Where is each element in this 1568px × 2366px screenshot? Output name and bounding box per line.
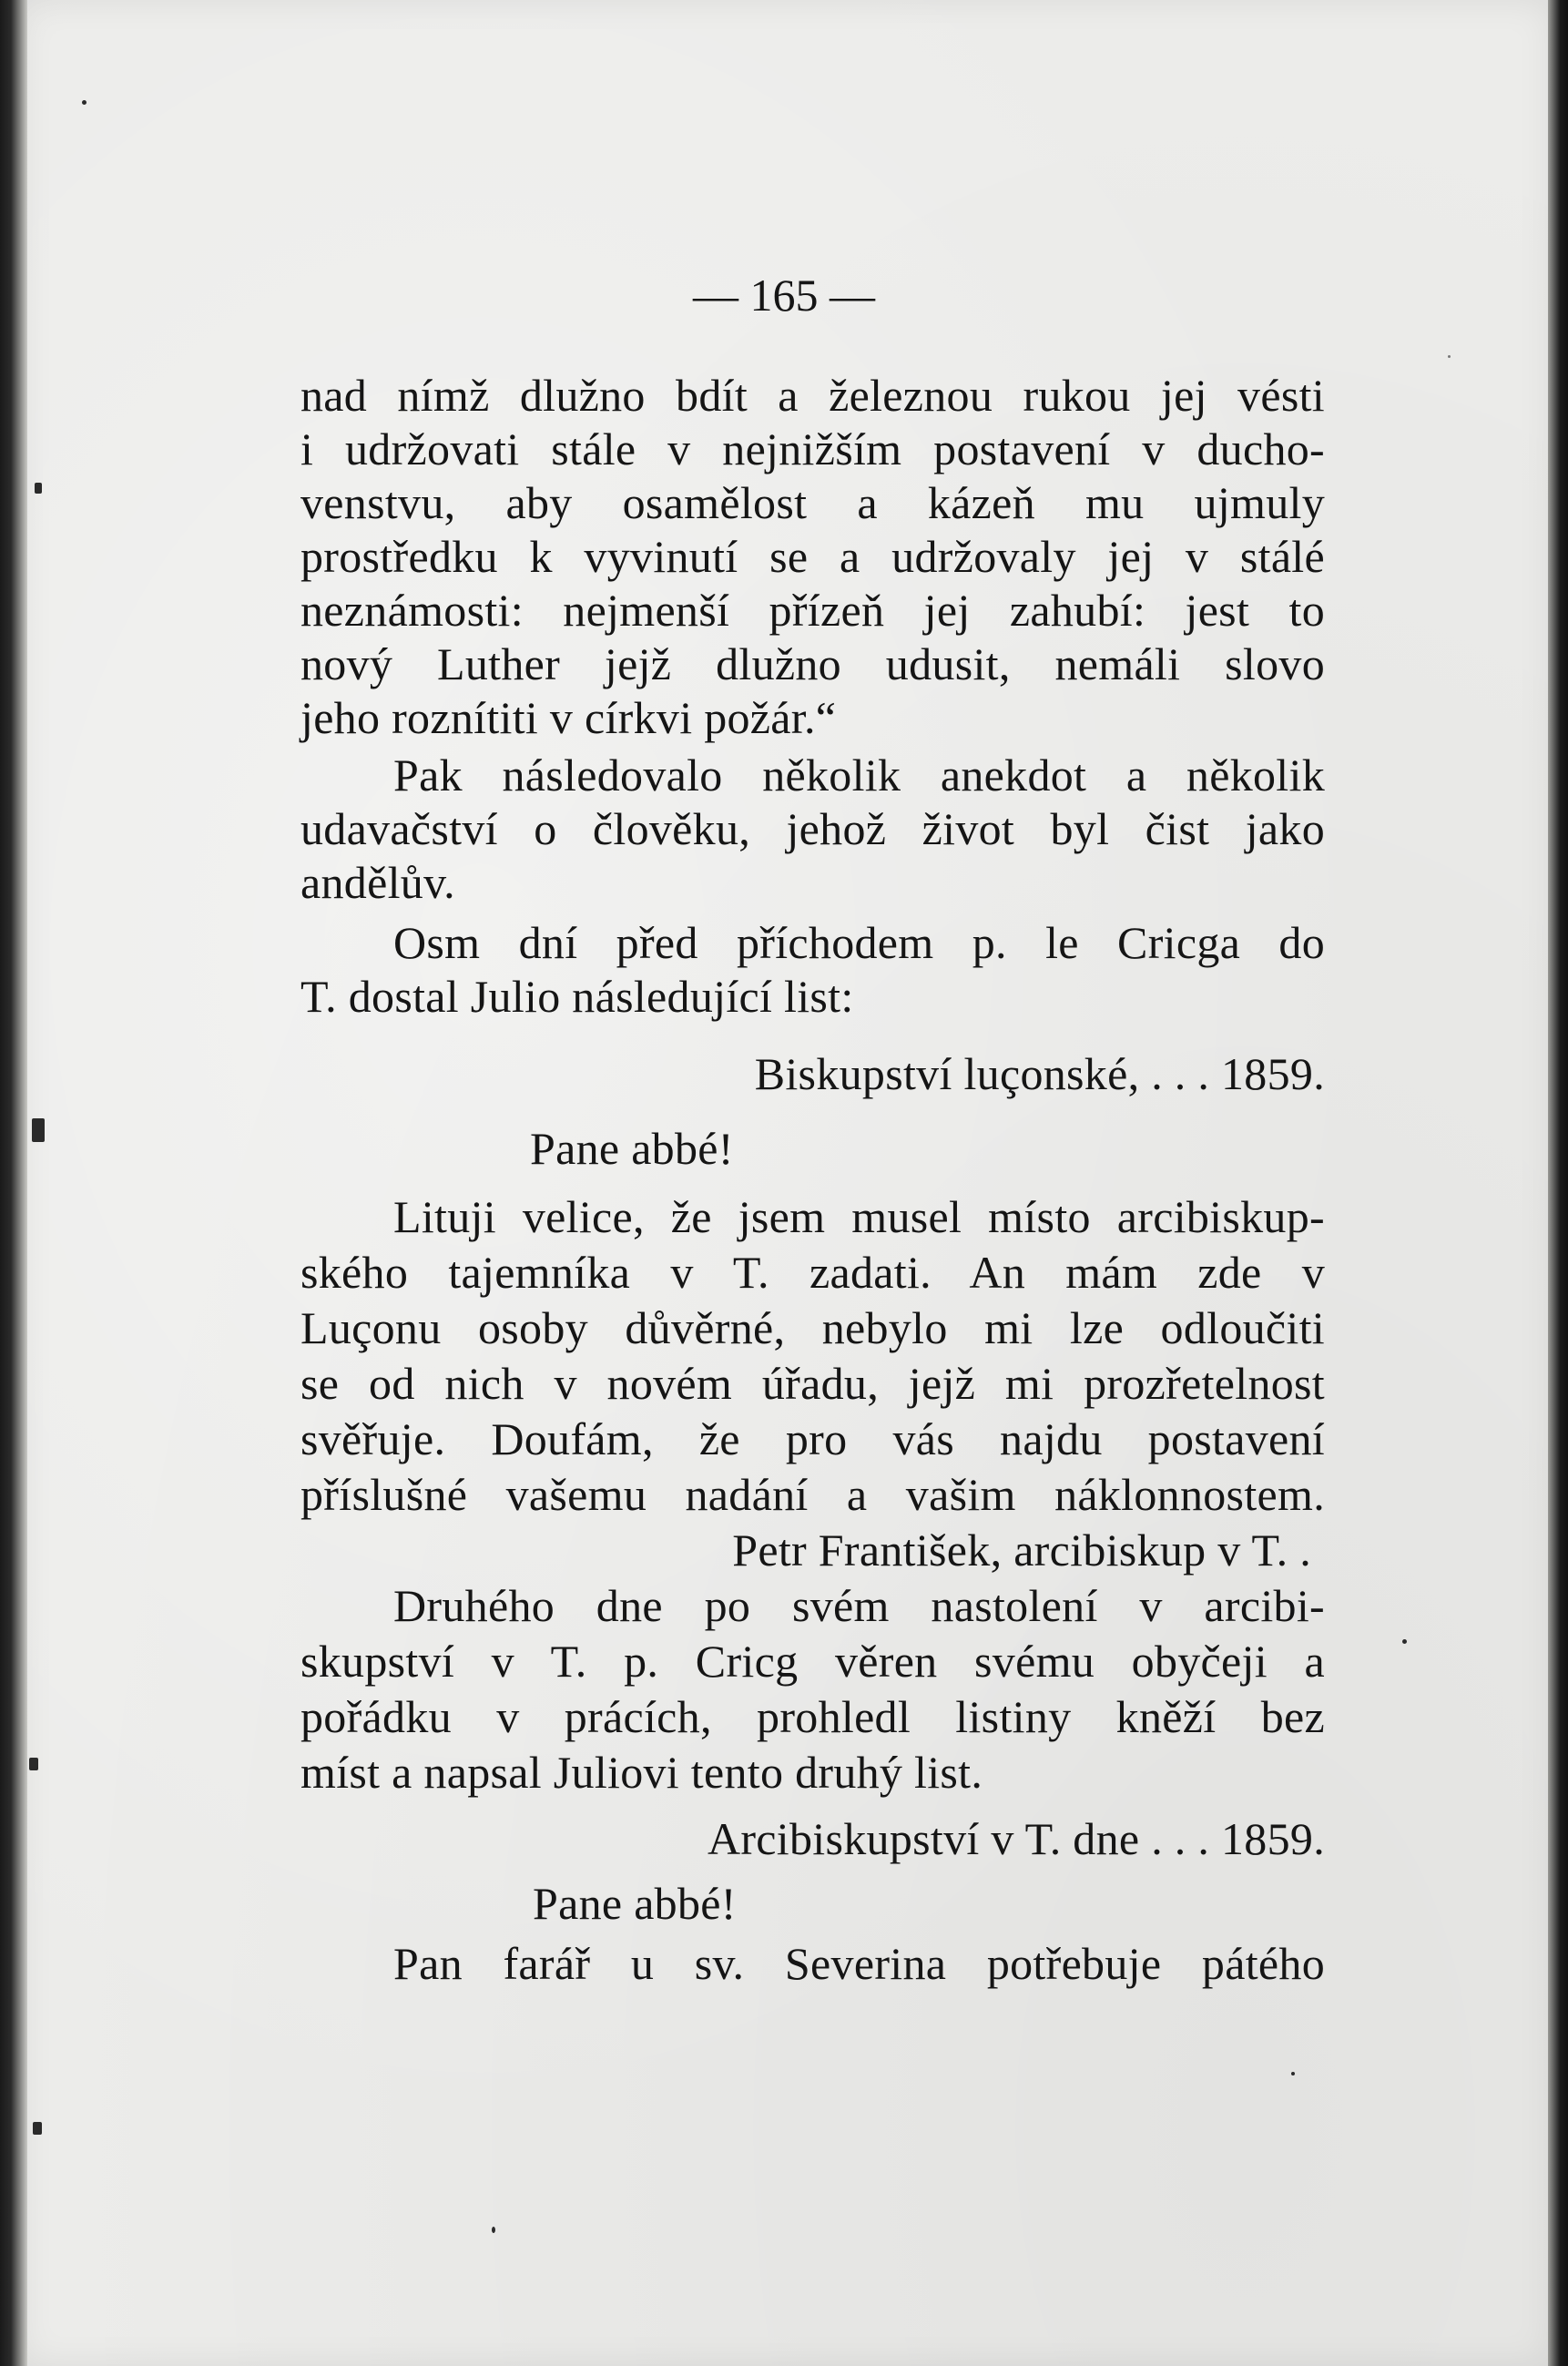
scan-speck <box>1291 2072 1295 2075</box>
text-line: Osm dní před příchodem p. le Cricga do <box>393 917 1325 968</box>
text-line: skupství v T. p. Cricg věren svému obyčeji a <box>300 1636 1325 1687</box>
text-line: Luçonu osoby důvěrné, nebylo mi lze odloučiti <box>300 1302 1325 1353</box>
text-line: neznámosti: nejmenší přízeň jej zahubí: jest to <box>300 585 1325 636</box>
letter-heading: Arcibiskupství v T. dne . . . 1859. <box>707 1813 1325 1864</box>
letter-signature: Petr František, arcibiskup v T. . <box>732 1525 1311 1576</box>
text-line: nový Luther jejž dlužno udusit, nemáli slovo <box>300 638 1325 689</box>
book-page <box>20 0 1552 2366</box>
text-line: Lituji velice, že jsem musel místo arcibiskup- <box>393 1191 1325 1242</box>
text-line: Pan farář u sv. Severina potřebuje pátého <box>393 1938 1325 1989</box>
text-line: se od nich v novém úřadu, jejž mi prozřetelnost <box>300 1358 1325 1409</box>
text-line: Druhého dne po svém nastolení v arcibi- <box>393 1580 1325 1631</box>
salutation: Pane abbé! <box>533 1878 737 1929</box>
text-line: jeho roznítiti v církvi požár.“ <box>300 692 837 743</box>
scan-speck <box>33 2122 42 2135</box>
text-line: příslušné vašemu nadání a vašim náklonnostem. <box>300 1469 1325 1520</box>
text-line: andělův. <box>300 857 455 908</box>
scan-speck <box>1402 1639 1407 1644</box>
letter-heading: Biskupství luçonské, . . . 1859. <box>754 1048 1325 1099</box>
text-line: prostředku k vyvinutí se a udržovaly jej v stálé <box>300 531 1325 582</box>
scan-speck <box>1448 355 1451 358</box>
scan-speck <box>35 483 42 494</box>
text-line: Pak následovalo několik anekdot a několik <box>393 750 1325 801</box>
page-number: — 165 — <box>693 270 875 321</box>
text-line: ského tajemníka v T. zadati. An mám zde v <box>300 1247 1325 1298</box>
text-line: venstvu, aby osamělost a kázeň mu ujmuly <box>300 477 1325 528</box>
scan-speck <box>32 1118 45 1142</box>
text-line: pořádku v prácích, prohledl listiny kněží bez <box>300 1691 1325 1742</box>
scan-speck <box>29 1758 38 1770</box>
scan-speck <box>82 100 87 105</box>
salutation: Pane abbé! <box>530 1123 734 1174</box>
scan-speck <box>492 2227 495 2233</box>
text-line: i udržovati stále v nejnižším postavení v ducho- <box>300 423 1325 474</box>
text-line: udavačství o člověku, jehož život byl čist jako <box>300 803 1325 854</box>
page-right-edge <box>1548 0 1568 2366</box>
text-line: svěřuje. Doufám, že pro vás najdu postavení <box>300 1413 1325 1464</box>
text-line: míst a napsal Juliovi tento druhý list. <box>300 1747 983 1798</box>
page-left-edge <box>0 0 27 2366</box>
text-line: nad nímž dlužno bdít a železnou rukou jej vésti <box>300 370 1325 421</box>
text-line: T. dostal Julio následující list: <box>300 971 854 1022</box>
